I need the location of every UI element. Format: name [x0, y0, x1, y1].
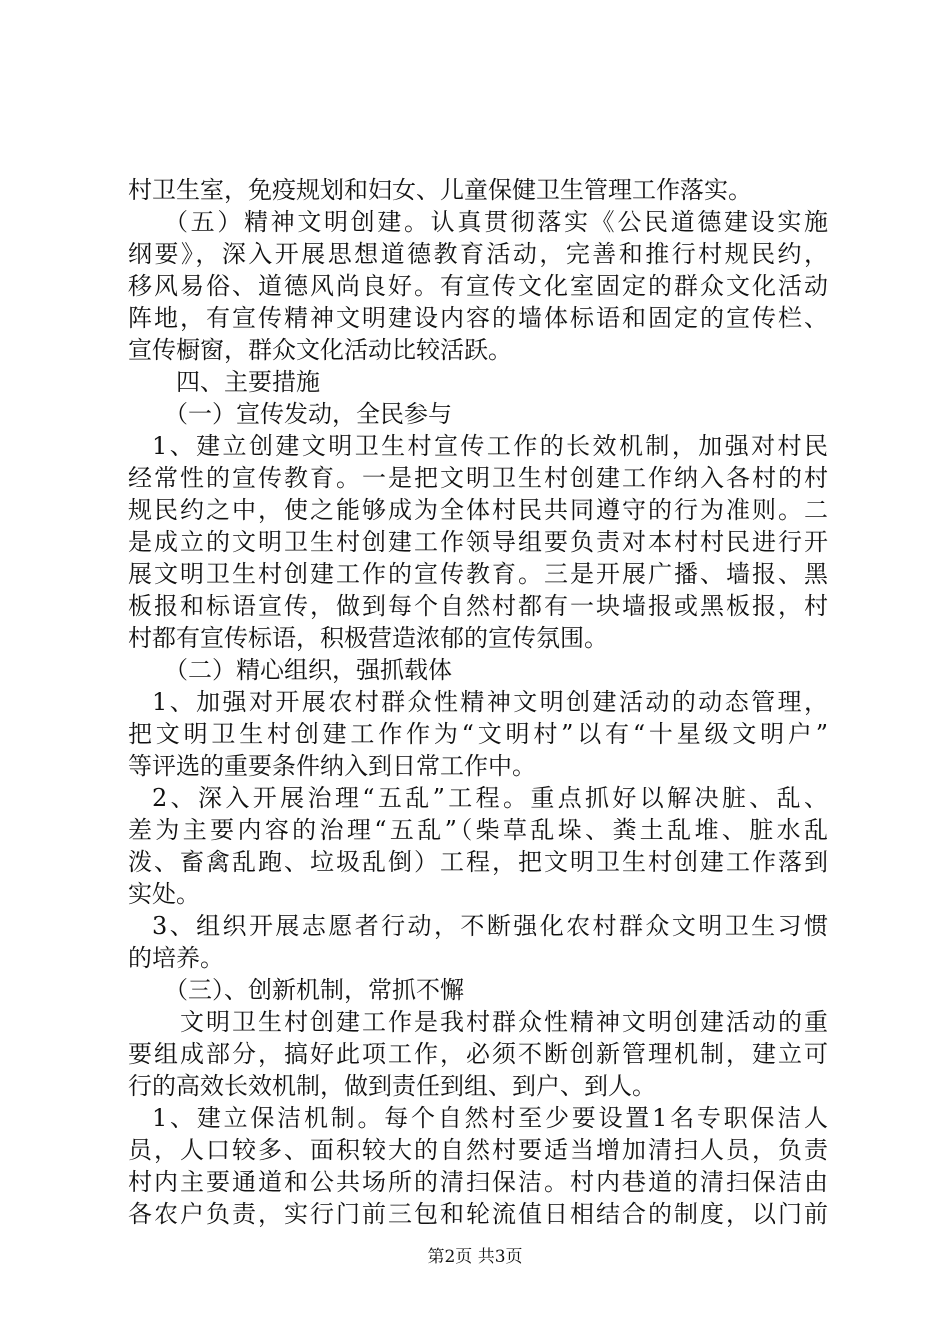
text-line-24: 3、组织开展志愿者行动，不断强化农村群众文明卫生习惯: [152, 912, 828, 940]
text-line-13: 展文明卫生村创建工作的宣传教育。三是开展广播、墙报、黑: [128, 560, 828, 588]
text-line-14: 板报和标语宣传，做到每个自然村都有一块墙报或黑板报，村: [128, 592, 828, 620]
text-line-05: 阵地，有宣传精神文明建设内容的墙体标语和固定的宣传栏、: [128, 304, 828, 332]
page-number-footer: 第2页 共3页: [427, 1247, 523, 1267]
subheading-mechanism: （三）、创新机制，常抓不懈: [164, 976, 464, 1004]
text-line-22: 泼、畜禽乱跑、垃圾乱倒）工程，把文明卫生村创建工作落到: [128, 848, 828, 876]
text-line-19: 等评选的重要条件纳入到日常工作中。: [128, 752, 536, 780]
text-line-04: 移风易俗、道德风尚良好。有宣传文化室固定的群众文化活动: [128, 272, 828, 300]
section-heading-measures: 四、主要措施: [176, 368, 320, 396]
text-line-29: 行的高效长效机制，做到责任到组、到户、到人。: [128, 1072, 656, 1100]
text-line-01: 村卫生室，免疫规划和妇女、儿童保健卫生管理工作落实。: [128, 176, 752, 204]
text-line-03: 纲要》，深入开展思想道德教育活动，完善和推行村规民约，: [128, 240, 828, 268]
subheading-organization: （二）精心组织，强抓载体: [164, 656, 452, 684]
text-line-02: （五）精神文明创建。认真贯彻落实《公民道德建设实施: [164, 208, 828, 236]
text-line-10: 经常性的宣传教育。一是把文明卫生村创建工作纳入各村的村: [128, 464, 828, 492]
text-line-27: 文明卫生村创建工作是我村群众性精神文明创建活动的重: [180, 1008, 828, 1036]
text-line-30: 1、建立保洁机制。每个自然村至少要设置1名专职保洁人: [152, 1104, 828, 1132]
text-line-11: 规民约之中，使之能够成为全体村民共同遵守的行为准则。二: [128, 496, 828, 524]
text-line-09: 1、建立创建文明卫生村宣传工作的长效机制，加强对村民: [152, 432, 828, 460]
text-line-28: 要组成部分，搞好此项工作，必须不断创新管理机制，建立可: [128, 1040, 828, 1068]
text-line-06: 宣传橱窗，群众文化活动比较活跃。: [128, 336, 512, 364]
document-body: [128, 174, 828, 1230]
text-line-33: 各农户负责，实行门前三包和轮流值日相结合的制度，以门前: [128, 1200, 828, 1228]
text-line-15: 村都有宣传标语，积极营造浓郁的宣传氛围。: [128, 624, 608, 652]
text-line-25: 的培养。: [128, 944, 224, 972]
text-line-23: 实处。: [128, 880, 200, 908]
text-line-21: 差为主要内容的治理“五乱”（柴草乱垛、粪土乱堆、脏水乱: [128, 816, 828, 844]
text-line-32: 村内主要通道和公共场所的清扫保洁。村内巷道的清扫保洁由: [128, 1168, 828, 1196]
text-line-12: 是成立的文明卫生村创建工作领导组要负责对本村村民进行开: [128, 528, 828, 556]
text-line-20: 2、深入开展治理“五乱”工程。重点抓好以解决脏、乱、: [152, 784, 828, 812]
text-line-31: 员，人口较多、面积较大的自然村要适当增加清扫人员，负责: [128, 1136, 828, 1164]
text-line-18: 把文明卫生村创建工作作为“文明村”以有“十星级文明户”: [128, 720, 828, 748]
subheading-publicity: （一）宣传发动，全民参与: [164, 400, 452, 428]
text-line-17: 1、加强对开展农村群众性精神文明创建活动的动态管理，: [152, 688, 828, 716]
